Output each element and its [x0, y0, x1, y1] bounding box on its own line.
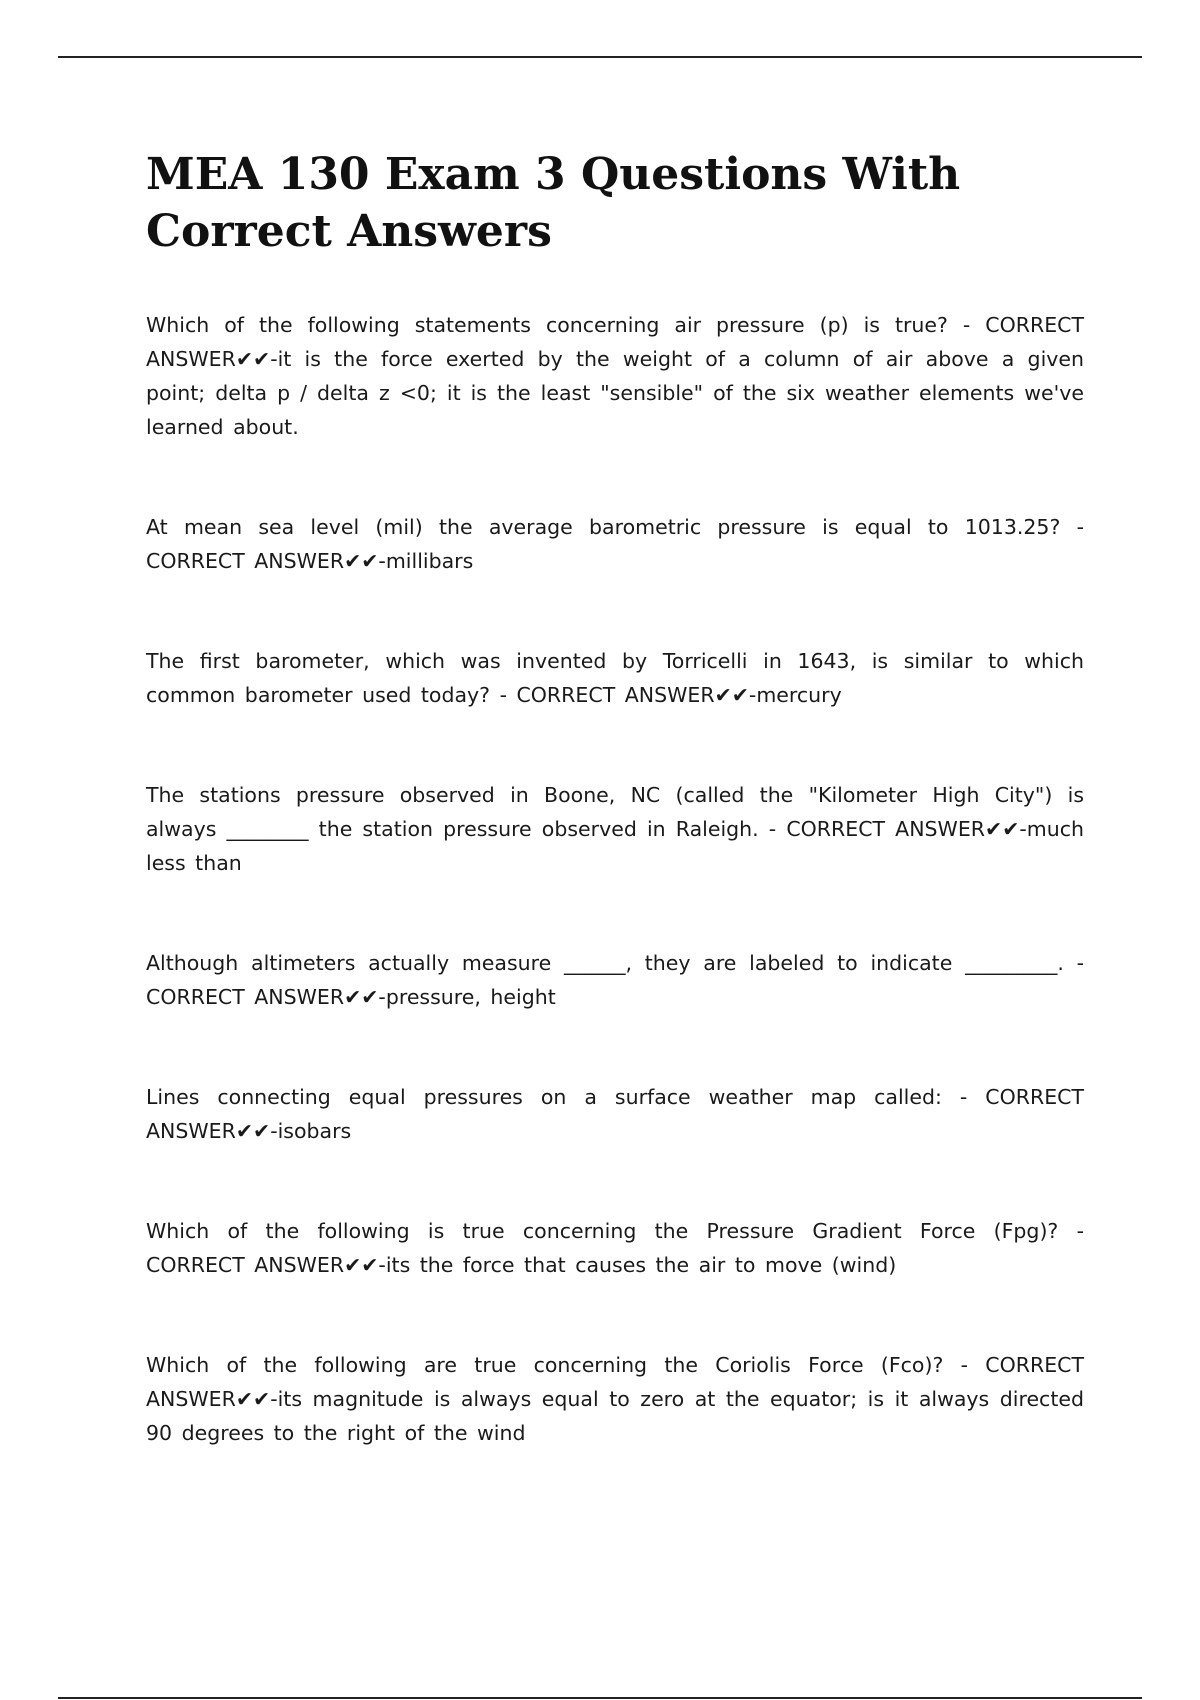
qa-item: Lines connecting equal pressures on a surface weather map called: - CORRECT ANSWER✔✔-isobars — [146, 1085, 1084, 1143]
qa-item: Which of the following are true concerning the Coriolis Force (Fco)? - CORRECT ANSWER✔✔-its magnitude is always equal to zero at the equator; is it always directed 90 degrees to the right of the wind — [146, 1353, 1084, 1445]
qa-list — [146, 308, 1084, 1450]
qa-item: Which of the following is true concerning the Pressure Gradient Force (Fpg)? - CORRECT ANSWER✔✔-its the force that causes the air to move (wind) — [146, 1219, 1084, 1277]
document-title: MEA 130 Exam 3 Questions With Correct Answers — [146, 149, 961, 257]
bottom-divider — [58, 1697, 1142, 1699]
qa-item: The stations pressure observed in Boone, NC (called the "Kilometer High City") is always ________ the station pressure observed in Raleigh. - CORRECT ANSWER✔✔-much less than — [146, 783, 1084, 875]
qa-item: The first barometer, which was invented by Torricelli in 1643, is similar to which common barometer used today? - CORRECT ANSWER✔✔-mercury — [146, 649, 1084, 707]
qa-item: At mean sea level (mil) the average barometric pressure is equal to 1013.25? - CORRECT ANSWER✔✔-millibars — [146, 515, 1084, 573]
document-body — [146, 146, 1084, 1450]
qa-item: Although altimeters actually measure ______, they are labeled to indicate _________. - CORRECT ANSWER✔✔-pressure, height — [146, 951, 1084, 1009]
qa-item: Which of the following statements concerning air pressure (p) is true? - CORRECT ANSWER✔✔-it is the force exerted by the weight of a column of air above a given point; delta p / delta z <0; it is the least "sensible" of the six weather elements we've learned about. — [146, 313, 1084, 439]
top-divider — [58, 56, 1142, 58]
